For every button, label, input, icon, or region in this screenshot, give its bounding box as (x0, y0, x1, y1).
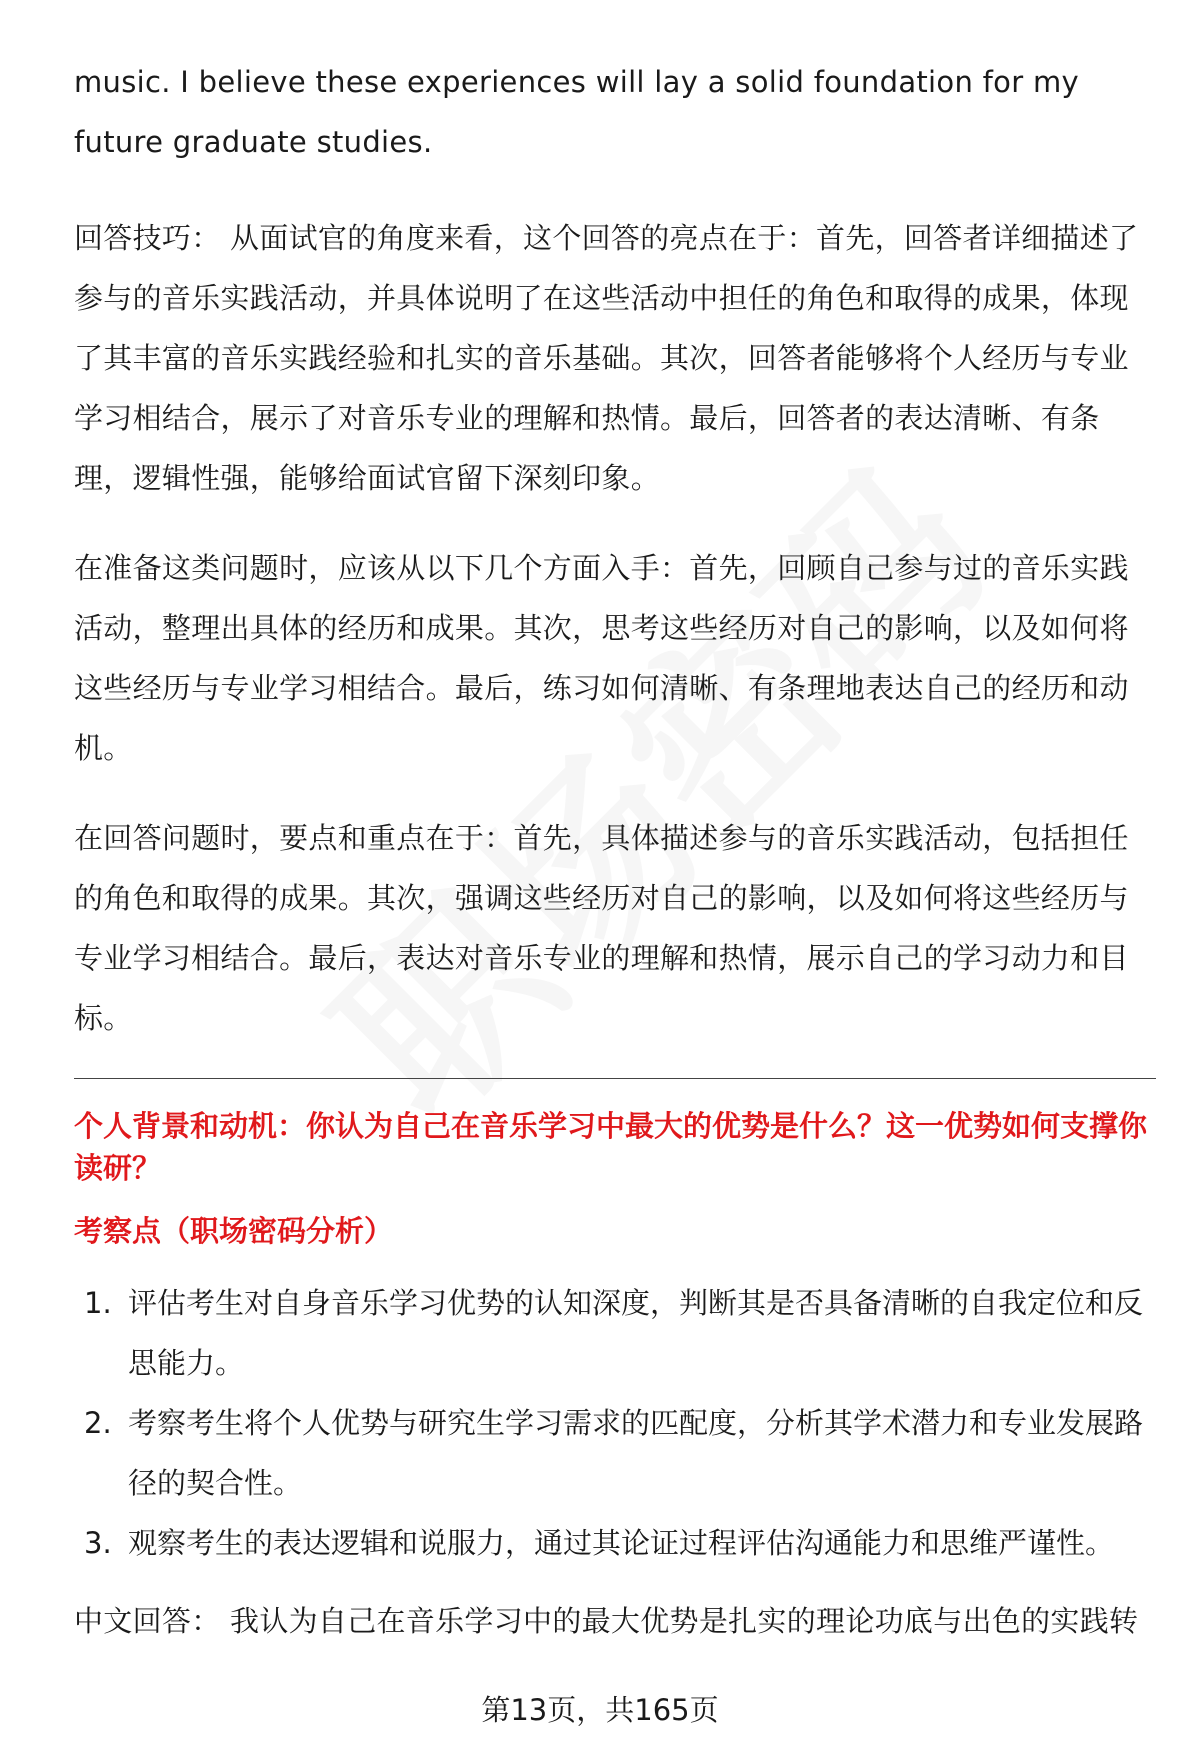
list-number: 3. (84, 1526, 112, 1560)
paragraph-continuation: music. I believe these experiences will lay a solid foundation for my future graduate studies. (74, 65, 1079, 159)
list-item-text: 评估考生对自身音乐学习优势的认知深度，判断其是否具备清晰的自我定位和反思能力。 (128, 1286, 1144, 1380)
question-heading: 个人背景和动机：你认为自己在音乐学习中最大的优势是什么？这一优势如何支撑你读研？ (74, 1109, 1148, 1185)
list-item (74, 1393, 1156, 1513)
section-divider (74, 1078, 1156, 1079)
chinese-answer-start: 中文回答： 我认为自己在音乐学习中的最大优势是扎实的理论功底与出色的实践转 (74, 1604, 1139, 1638)
assessment-points-list (74, 1273, 1156, 1573)
document-body (74, 52, 1156, 1651)
page-number-footer: 第13页，共165页 (481, 1693, 719, 1727)
list-item-text: 观察考生的表达逻辑和说服力，通过其论证过程评估沟通能力和思维严谨性。 (128, 1526, 1115, 1560)
list-item (74, 1513, 1156, 1573)
assessment-subheading: 考察点（职场密码分析） (74, 1214, 394, 1248)
paragraph-key-points: 在回答问题时，要点和重点在于：首先，具体描述参与的音乐实践活动，包括担任的角色和取得的成果。其次，强调这些经历对自己的影响，以及如何将这些经历与专业学习相结合。最后，表达对音乐专业的理解和热情，展示自己的学习动力和目标。 (74, 821, 1129, 1035)
list-number: 2. (84, 1406, 112, 1440)
list-item-text: 考察考生将个人优势与研究生学习需求的匹配度，分析其学术潜力和专业发展路径的契合性。 (128, 1406, 1144, 1500)
list-item (74, 1273, 1156, 1393)
paragraph-answer-tips: 回答技巧： 从面试官的角度来看，这个回答的亮点在于：首先，回答者详细描述了参与的音乐实践活动，并具体说明了在这些活动中担任的角色和取得的成果，体现了其丰富的音乐实践经验和扎实的音乐基础。其次，回答者能够将个人经历与专业学习相结合，展示了对音乐专业的理解和热情。最后，回答者的表达清晰、有条理，逻辑性强，能够给面试官留下深刻印象。 (74, 221, 1139, 495)
list-number: 1. (84, 1286, 112, 1320)
paragraph-preparation: 在准备这类问题时，应该从以下几个方面入手：首先，回顾自己参与过的音乐实践活动，整理出具体的经历和成果。其次，思考这些经历对自己的影响，以及如何将这些经历与专业学习相结合。最后，练习如何清晰、有条理地表达自己的经历和动机。 (74, 551, 1129, 765)
